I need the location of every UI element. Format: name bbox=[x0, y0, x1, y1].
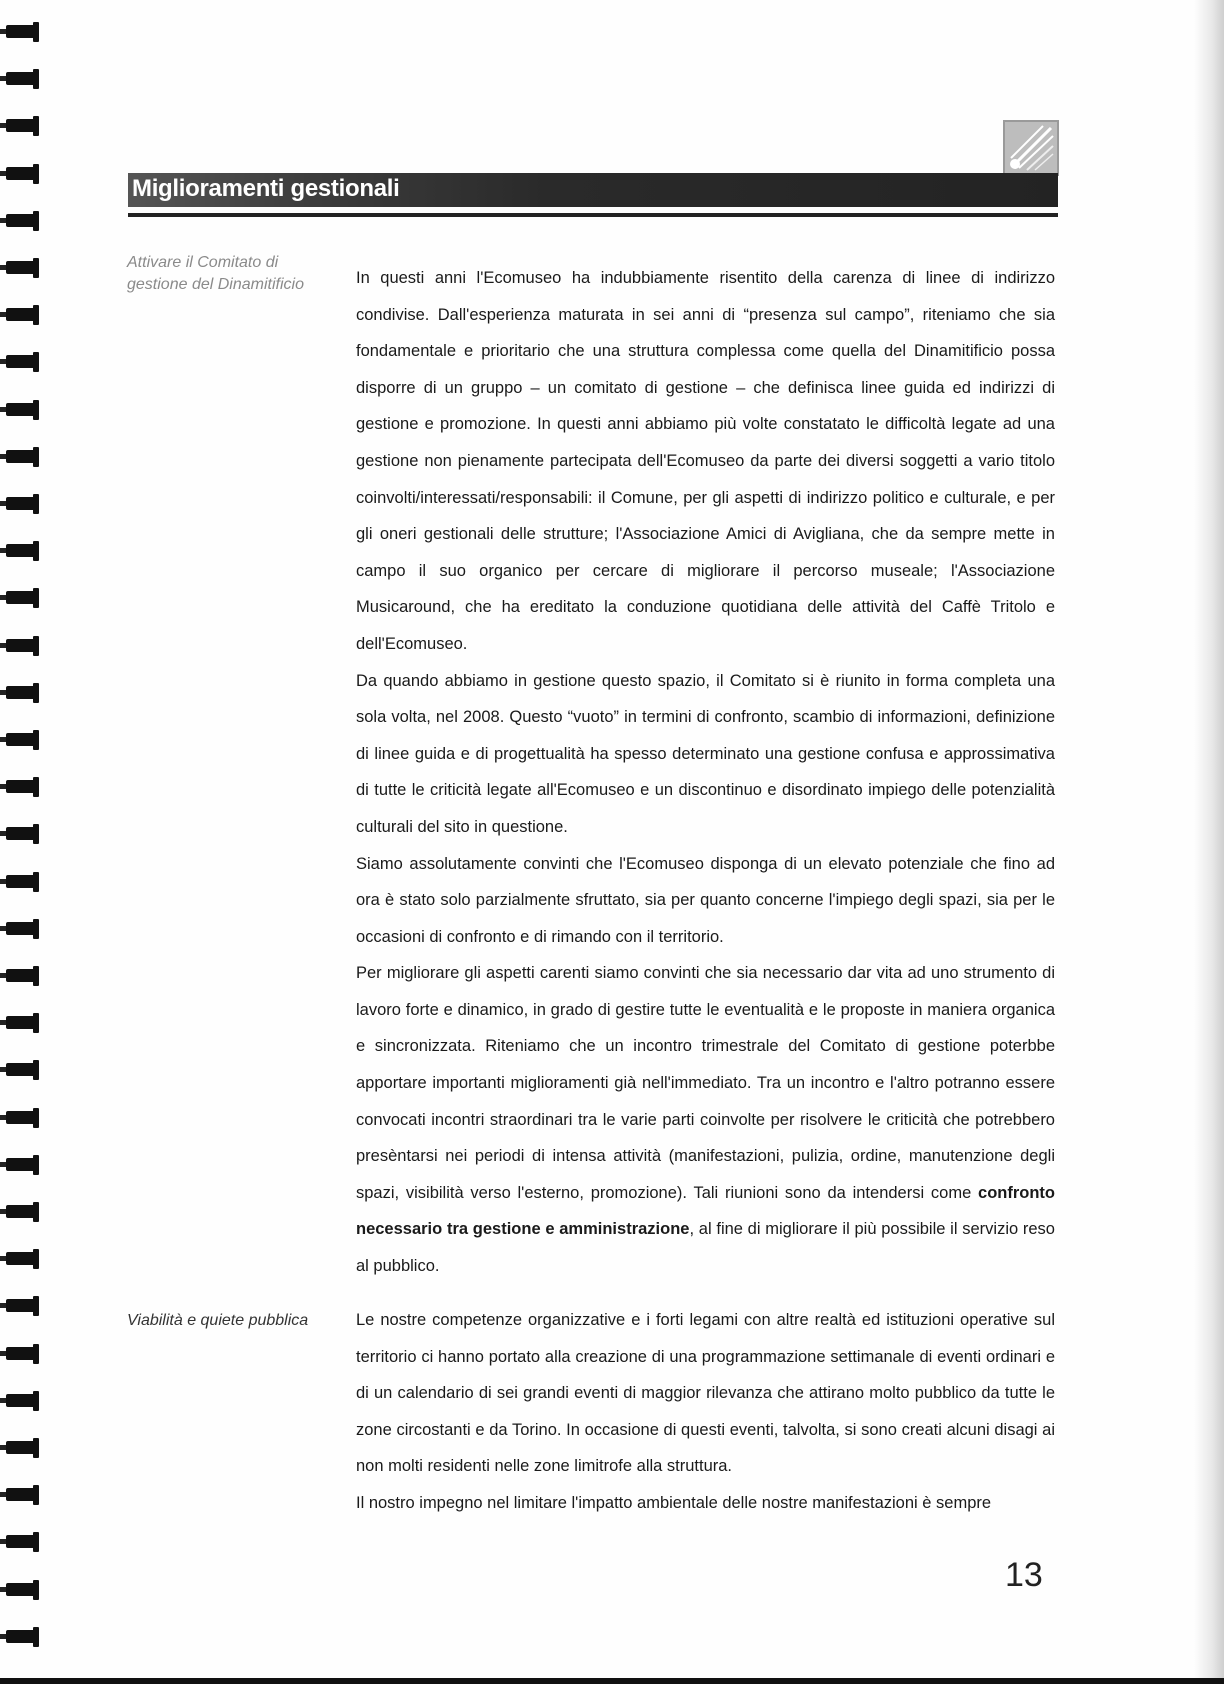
header-rule bbox=[128, 213, 1058, 217]
binding-ring bbox=[0, 211, 40, 231]
binding-ring bbox=[0, 966, 40, 986]
section-title: Miglioramenti gestionali bbox=[132, 175, 400, 202]
section-body-viabilita bbox=[356, 1302, 1055, 1522]
binding-ring bbox=[0, 777, 40, 797]
binding-ring bbox=[0, 1060, 40, 1080]
paragraph: Siamo assolutamente convinti che l'Ecomuseo disponga di un elevato potenziale che fino ad ora è stato solo parzialmente sfruttato, sia per quanto concerne l'impiego degli spazi, sia per le occasioni di confronto e di rimando con il territorio. bbox=[356, 854, 1055, 946]
paragraph: Da quando abbiamo in gestione questo spazio, il Comitato si è riunito in forma completa una sola volta, nel 2008. Questo “vuoto” in termini di confronto, scambio di informazioni, definizione di linee guida e di progettualità ha spesso determinato una gestione confusa e approssimativa di tutte le criticità legate all'Ecomuseo e un discontinuo e disordinato impiego delle potenzialità culturali del sito in questione. bbox=[356, 671, 1055, 836]
paragraph-bold-text: confronto necessario tra gestione e amministrazione bbox=[356, 1183, 1055, 1239]
page-number: 13 bbox=[1005, 1556, 1043, 1594]
binding-ring bbox=[0, 447, 40, 467]
paragraph: Il nostro impegno nel limitare l'impatto ambientale delle nostre manifestazioni è sempre bbox=[356, 1493, 992, 1512]
binding-ring bbox=[0, 400, 40, 420]
page-bottom-edge bbox=[0, 1678, 1224, 1684]
binding-ring bbox=[0, 730, 40, 750]
binding-ring bbox=[0, 164, 40, 184]
page-edge-shadow bbox=[1194, 0, 1224, 1684]
binding-ring bbox=[0, 1485, 40, 1505]
binding-ring bbox=[0, 69, 40, 89]
section-body-comitato bbox=[356, 260, 1055, 1285]
binding-ring bbox=[0, 1155, 40, 1175]
binding-ring bbox=[0, 1108, 40, 1128]
binding-ring bbox=[0, 588, 40, 608]
binding-ring bbox=[0, 258, 40, 278]
side-label-comitato: Attivare il Comitato di gestione del Dinamitificio bbox=[127, 254, 304, 293]
binding-ring bbox=[0, 1249, 40, 1269]
binding-ring bbox=[0, 824, 40, 844]
binding-ring bbox=[0, 683, 40, 703]
paragraph-text: Per migliorare gli aspetti carenti siamo convinti che sia necessario dar vita ad uno strumento di lavoro forte e dinamico, in grado di gestire tutte le eventualità e le proposte in maniera organica e sincronizzata. Riteniamo che un incontro trimestrale del Comitato di gestione poterbbe apportare importanti miglioramenti già nell'immediato. Tra un incontro e l'altro potranno essere convocati incontri straordinari tra le varie parti coinvolte per risolvere le criticità che potrebbero presèntarsi nei periodi di intensa attività (manifestazioni, pulizia, ordine, manutenzione degli spazi, visibilità verso l'esterno, promozione). Tali riunioni sono da intendersi come bbox=[356, 964, 1055, 1202]
paragraph: In questi anni l'Ecomuseo ha indubbiamente risentito della carenza di linee di indirizzo condivise. Dall'esperienza maturata in sei anni di “presenza sul campo”, riteniamo che sia fondamentale e prioritario che una struttura complessa come quella del Dinamitificio possa disporre di un gruppo – un comitato di gestione – che definisca linee guida ed indirizzi di gestione e promozione. In questi anni abbiamo più volte constatato le difficoltà legate ad una gestione non pienamente partecipata dell'Ecomuseo da parte dei diversi soggetti a vario titolo coinvolti/interessati/responsabili: il Comune, per gli aspetti di indirizzo politico e culturale, e per gli oneri gestionali delle strutture; l'Associazione Amici di Avigliana, che da sempre mette in campo il suo organico per cercare di migliorare il percorso museale; l'Associazione Musicaround, che ha ereditato la conduzione quotidiana delle attività del Caffè Tritolo e dell'Ecomuseo. bbox=[356, 269, 1055, 653]
binding-ring bbox=[0, 1344, 40, 1364]
binding-ring bbox=[0, 305, 40, 325]
binding-ring bbox=[0, 1296, 40, 1316]
section-header-bar bbox=[128, 173, 1058, 207]
binding-ring bbox=[0, 919, 40, 939]
paragraph-text: , al fine di migliorare il più possibile il servizio reso al pubblico. bbox=[356, 1220, 1055, 1276]
binding-ring bbox=[0, 872, 40, 892]
binding-ring bbox=[0, 22, 40, 42]
binding-ring bbox=[0, 1438, 40, 1458]
paragraph bbox=[356, 955, 1055, 1284]
binding-ring bbox=[0, 541, 40, 561]
paragraph: Le nostre competenze organizzative e i forti legami con altre realtà ed istituzioni operative sul territorio ci hanno portato alla creazione di una programmazione settimanale di eventi ordinari e di un calendario di sei grandi eventi di maggior rilevanza che attirano molto pubblico da tutte le zone circostanti e da Torino. In occasione di questi eventi, talvolta, si sono creati alcuni disagi ai non molti residenti nelle zone limitrofe alla struttura. bbox=[356, 1311, 1055, 1476]
side-label-viabilita: Viabilità e quiete pubblica bbox=[127, 1312, 309, 1329]
binding-ring bbox=[0, 116, 40, 136]
binding-ring bbox=[0, 1202, 40, 1222]
binding-ring bbox=[0, 636, 40, 656]
binding-ring bbox=[0, 1627, 40, 1647]
logo-icon bbox=[1003, 120, 1059, 176]
binding-ring bbox=[0, 1013, 40, 1033]
binding-ring bbox=[0, 352, 40, 372]
binding-ring bbox=[0, 1391, 40, 1411]
binding-ring bbox=[0, 1580, 40, 1600]
binding-ring bbox=[0, 1532, 40, 1552]
spiral-binding bbox=[0, 0, 60, 1684]
binding-ring bbox=[0, 494, 40, 514]
